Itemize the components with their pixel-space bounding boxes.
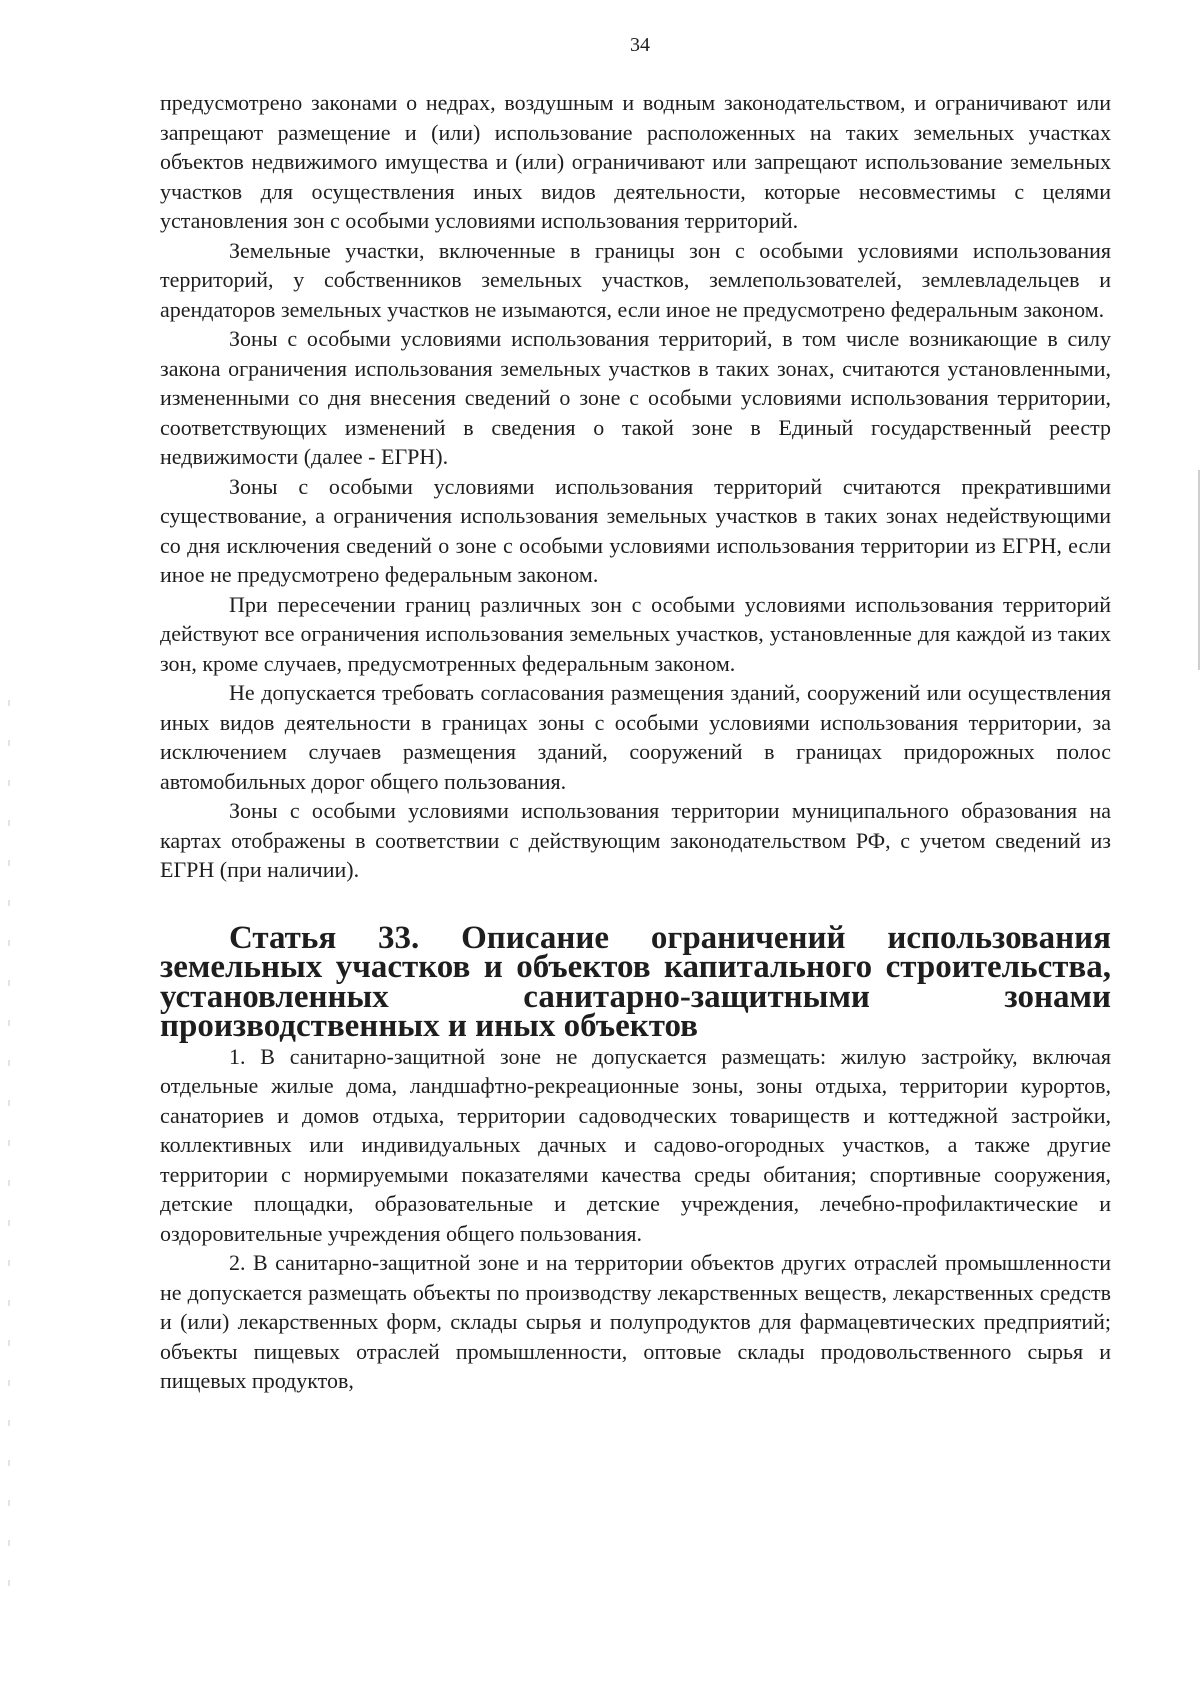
scan-margin-marks bbox=[8, 700, 10, 1600]
paragraph: предусмотрено законами о недрах, воздушным и водным законодательством, и ограничивают или запрещают размещение и (или) использование расположенных на таких земельных участках объектов недвижимого имущества и (или) ограничивают или запрещают использование земельных участков для осуществления иных видов деятельности, которые несовместимы с целями установления зон с особыми условиями использования территорий. bbox=[160, 90, 1111, 233]
paragraph: Земельные участки, включенные в границы зон с особыми условиями использования территорий, у собственников земельных участков, землепользователей, землевладельцев и арендаторов земельных участков не изымаются, если иное не предусмотрено федеральным законом. bbox=[160, 237, 1111, 322]
list-item: 2. В санитарно-защитной зоне и на территории объектов других отраслей промышленности не допускается размещать объекты по производству лекарственных веществ, лекарственных средств и (или) лекарственных форм, склады сырья и полупродуктов для фармацевтических предприятий; объекты пищевых отраслей промышленности, оптовые склады продовольственного сырья и пищевых продуктов, bbox=[160, 1250, 1111, 1393]
paragraph: Зоны с особыми условиями использования территории муниципального образования на картах отображены в соответствии с действующим законодательством РФ, с учетом сведений из ЕГРН (при наличии). bbox=[160, 798, 1111, 882]
article-heading: Статья 33. Описание ограничений использования земельных участков и объектов капитального строительства, установленных санитарно-защитными зонами производственных и иных объектов bbox=[160, 919, 1111, 1044]
list-item: 1. В санитарно-защитной зоне не допускается размещать: жилую застройку, включая отдельные жилые дома, ландшафтно-рекреационные зоны, зоны отдыха, территории курортов, санаториев и домов отдыха, территории садоводческих товариществ и коттеджной застройки, коллективных или индивидуальных дачных и садово-огородных участков, а также другие территории с нормируемыми показателями качества среды обитания; спортивные сооружения, детские площадки, образовательные и детские учреждения, лечебно-профилактические и оздоровительные учреждения общего пользования. bbox=[160, 1043, 1111, 1246]
document-body bbox=[160, 88, 1111, 1396]
paragraph: При пересечении границ различных зон с особыми условиями использования территорий действуют все ограничения использования земельных участков, установленные для каждой из таких зон, кроме случаев, предусмотренных федеральным законом. bbox=[160, 591, 1111, 676]
paragraph: Зоны с особыми условиями использования территорий, в том числе возникающие в силу закона ограничения использования земельных участков в таких зонах, считаются установленными, измененными со дня внесения сведений о зоне с особыми условиями использования территории, соответствующих изменений в сведения о такой зоне в Единый государственный реестр недвижимости (далее - ЕГРН). bbox=[160, 326, 1111, 469]
page-number: 34 bbox=[630, 34, 650, 56]
paragraph: Зоны с особыми условиями использования территорий считаются прекратившими существование, а ограничения использования земельных участков в таких зонах недействующими со дня исключения сведений о зоне с особыми условиями использования территории из ЕГРН, если иное не предусмотрено федеральным законом. bbox=[160, 473, 1111, 587]
paragraph: Не допускается требовать согласования размещения зданий, сооружений или осуществления иных видов деятельности в границах зоны с особыми условиями использования территории, за исключением случаев размещения зданий, сооружений в границах придорожных полос автомобильных дорог общего пользования. bbox=[160, 680, 1111, 794]
